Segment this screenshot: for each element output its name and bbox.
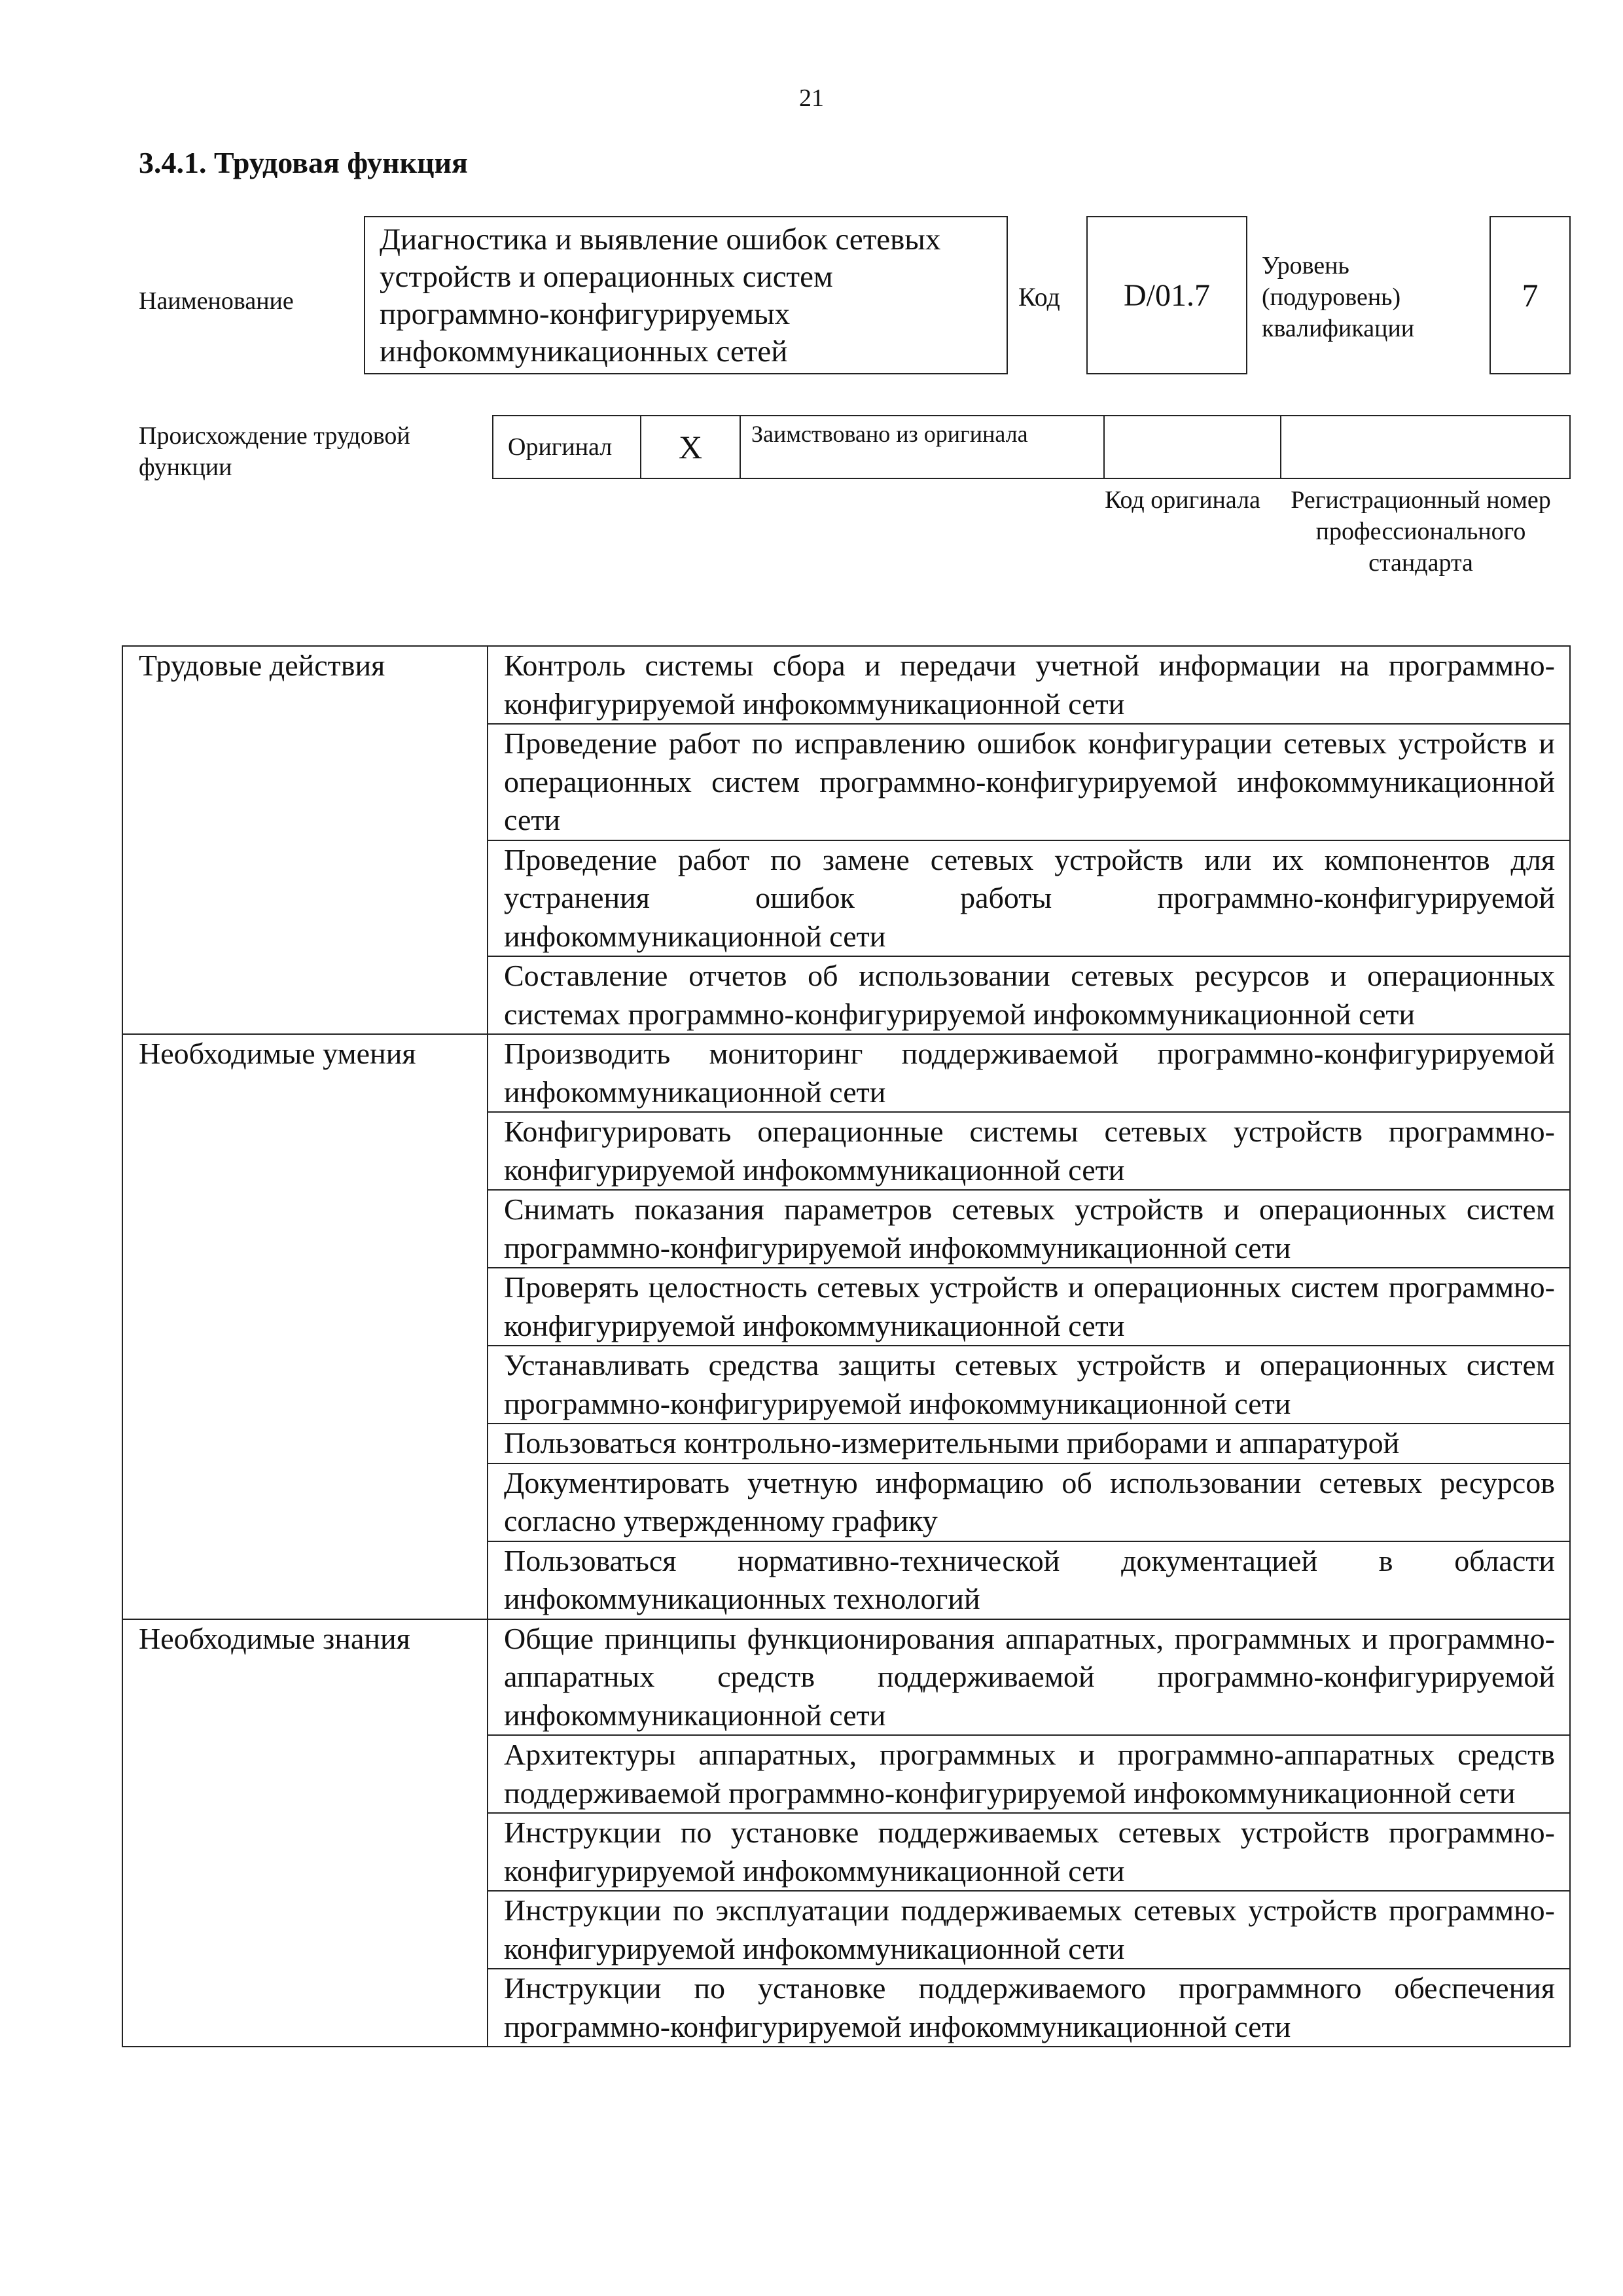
origin-code-caption: Код оригинала <box>1105 486 1260 514</box>
section-item: Снимать показания параметров сетевых устройств и операционных систем программно-конфигурируемой инфокоммуникационной сети <box>488 1190 1570 1268</box>
section-item: Конфигурировать операционные системы сетевых устройств программно-конфигурируемой инфокоммуникационной сети <box>488 1112 1570 1190</box>
section-item: Проверять целостность сетевых устройств и операционных систем программно-конфигурируемой инфокоммуникационной сети <box>488 1268 1570 1346</box>
name-label: Наименование <box>139 287 294 315</box>
origin-original-cell <box>493 416 641 478</box>
origin-code-cell <box>1105 416 1281 478</box>
section-item: Пользоваться контрольно-измерительными приборами и аппаратурой <box>488 1424 1570 1463</box>
section-item: Производить мониторинг поддерживаемой программно-конфигурируемой инфокоммуникационной сети <box>488 1034 1570 1112</box>
section-item: Устанавливать средства защиты сетевых устройств и операционных систем программно-конфигурируемой инфокоммуникационной сети <box>488 1346 1570 1424</box>
page-number: 21 <box>799 84 824 112</box>
code-box <box>1086 216 1247 374</box>
function-name-value: Диагностика и выявление ошибок сетевых устройств и операционных систем программно-конфигурируемых инфокоммуникационных сетей <box>380 223 941 368</box>
origin-original-mark: X <box>678 429 703 465</box>
section-category: Необходимые знания <box>122 1619 488 2047</box>
code-label: Код <box>1018 282 1060 312</box>
origin-original-label: Оригинал <box>508 433 613 461</box>
level-box <box>1489 216 1571 374</box>
section-item: Инструкции по эксплуатации поддерживаемых сетевых устройств программно-конфигурируемой инфокоммуникационной сети <box>488 1891 1570 1969</box>
section-category: Трудовые действия <box>122 646 488 1034</box>
section-item: Проведение работ по исправлению ошибок конфигурации сетевых устройств и операционных систем программно-конфигурируемой инфокоммуникационной сети <box>488 724 1570 840</box>
level-value: 7 <box>1522 277 1539 314</box>
section-item: Документировать учетную информацию об использовании сетевых ресурсов согласно утвержденному графику <box>488 1463 1570 1541</box>
section-item: Пользоваться нормативно-технической документацией в области инфокоммуникационных технологий <box>488 1541 1570 1619</box>
section-item: Составление отчетов об использовании сетевых ресурсов и операционных системах программно-конфигурируемой инфокоммуникационной сети <box>488 956 1570 1034</box>
section-category: Необходимые умения <box>122 1034 488 1619</box>
section-item: Проведение работ по замене сетевых устройств или их компонентов для устранения ошибок работы программно-конфигурируемой инфокоммуникационной сети <box>488 840 1570 957</box>
section-title: 3.4.1. Трудовая функция <box>139 146 468 179</box>
function-name-box <box>364 216 1008 374</box>
origin-original-mark-cell <box>641 416 741 478</box>
table-row <box>122 1619 1570 1736</box>
section-item: Контроль системы сбора и передачи учетной информации на программно-конфигурируемой инфокоммуникационной сети <box>488 646 1570 724</box>
section-item: Инструкции по установке поддерживаемых сетевых устройств программно-конфигурируемой инфокоммуникационной сети <box>488 1813 1570 1891</box>
section-item: Инструкции по установке поддерживаемого программного обеспечения программно-конфигурируемой инфокоммуникационной сети <box>488 1969 1570 2047</box>
code-value: D/01.7 <box>1124 278 1210 313</box>
level-label: Уровень (подуровень) квалификации <box>1262 252 1415 342</box>
origin-borrowed-cell <box>741 416 1105 478</box>
section-item: Общие принципы функционирования аппаратных, программных и программно-аппаратных средств поддерживаемой программно-конфигурируемой инфокоммуникационной сети <box>488 1619 1570 1736</box>
origin-row <box>492 415 1571 479</box>
origin-reg-caption: Регистрационный номер профессионального стандарта <box>1291 486 1551 577</box>
origin-borrowed-label: Заимствовано из оригинала <box>751 421 1028 447</box>
table-row <box>122 1034 1570 1112</box>
section-item: Архитектуры аппаратных, программных и программно-аппаратных средств поддерживаемой программно-конфигурируемой инфокоммуникационной сети <box>488 1735 1570 1813</box>
origin-label: Происхождение трудовой функции <box>139 422 410 481</box>
function-details-table <box>122 645 1571 2047</box>
table-row <box>122 646 1570 724</box>
origin-reg-cell <box>1281 416 1569 478</box>
